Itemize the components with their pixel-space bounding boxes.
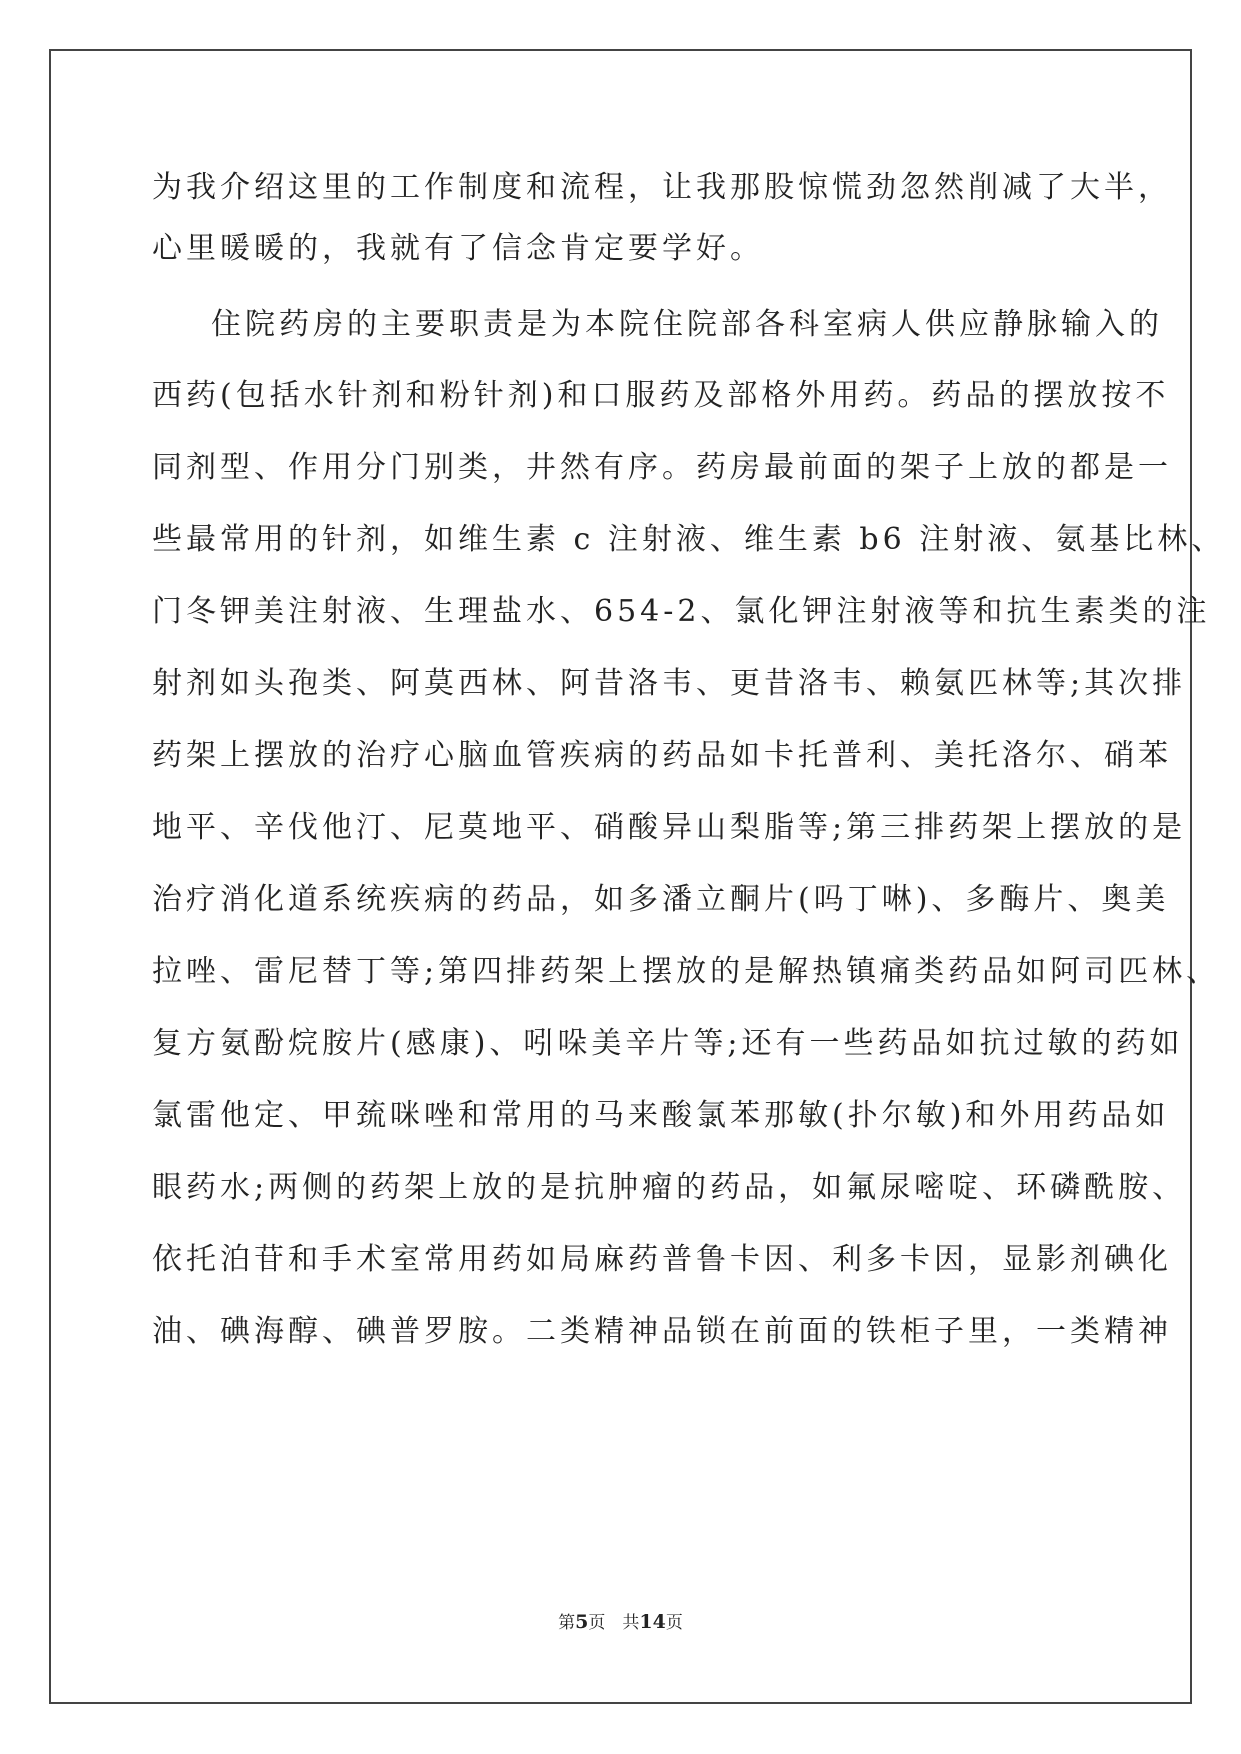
page-label-prefix: 第 xyxy=(558,1613,576,1633)
text-line: 同剂型、作用分门别类，井然有序。药房最前面的架子上放的都是一 xyxy=(152,450,1172,485)
text-line: 西药(包括水针剂和粉针剂)和口服药及部格外用药。药品的摆放按不 xyxy=(152,378,1170,413)
text-line: 依托泊苷和手术室常用药如局麻药普鲁卡因、利多卡因，显影剂碘化 xyxy=(152,1242,1172,1277)
total-pages: 14 xyxy=(639,1611,666,1633)
page-number: 5 xyxy=(575,1611,589,1633)
text-line: 眼药水;两侧的药架上放的是抗肿瘤的药品，如氟尿嘧啶、环磷酰胺、 xyxy=(152,1170,1187,1205)
text-line: 些最常用的针剂，如维生素 c 注射液、维生素 b6 注射液、氨基比林、 xyxy=(152,522,1226,557)
page-label-suffix: 页 xyxy=(665,1613,683,1633)
text-line: 射剂如头孢类、阿莫西林、阿昔洛韦、更昔洛韦、赖氨匹林等;其次排 xyxy=(152,666,1187,701)
text-line: 门冬钾美注射液、生理盐水、654-2、氯化钾注射液等和抗生素类的注 xyxy=(152,594,1211,629)
text-line: 药架上摆放的治疗心脑血管疾病的药品如卡托普利、美托洛尔、硝苯 xyxy=(152,738,1172,773)
text-line: 复方氨酚烷胺片(感康)、吲哚美辛片等;还有一些药品如抗过敏的药如 xyxy=(152,1026,1184,1061)
text-line: 心里暖暖的，我就有了信念肯定要学好。 xyxy=(152,231,764,266)
text-line: 地平、辛伐他汀、尼莫地平、硝酸异山梨脂等;第三排药架上摆放的是 xyxy=(152,810,1187,845)
text-line: 油、碘海醇、碘普罗胺。二类精神品锁在前面的铁柜子里，一类精神 xyxy=(152,1314,1172,1349)
page-border xyxy=(49,49,1192,1704)
text-line: 氯雷他定、甲巯咪唑和常用的马来酸氯苯那敏(扑尔敏)和外用药品如 xyxy=(152,1098,1170,1133)
text-line: 治疗消化道系统疾病的药品，如多潘立酮片(吗丁啉)、多酶片、奥美 xyxy=(152,882,1170,917)
page-footer xyxy=(0,1611,1241,1634)
page-label-middle: 页 共 xyxy=(588,1613,640,1633)
text-line: 为我介绍这里的工作制度和流程，让我那股惊慌劲忽然削减了大半， xyxy=(152,170,1172,205)
paragraph-first-line: 住院药房的主要职责是为本院住院部各科室病人供应静脉输入的 xyxy=(211,307,1163,342)
text-line: 拉唑、雷尼替丁等;第四排药架上摆放的是解热镇痛类药品如阿司匹林、 xyxy=(152,954,1221,989)
